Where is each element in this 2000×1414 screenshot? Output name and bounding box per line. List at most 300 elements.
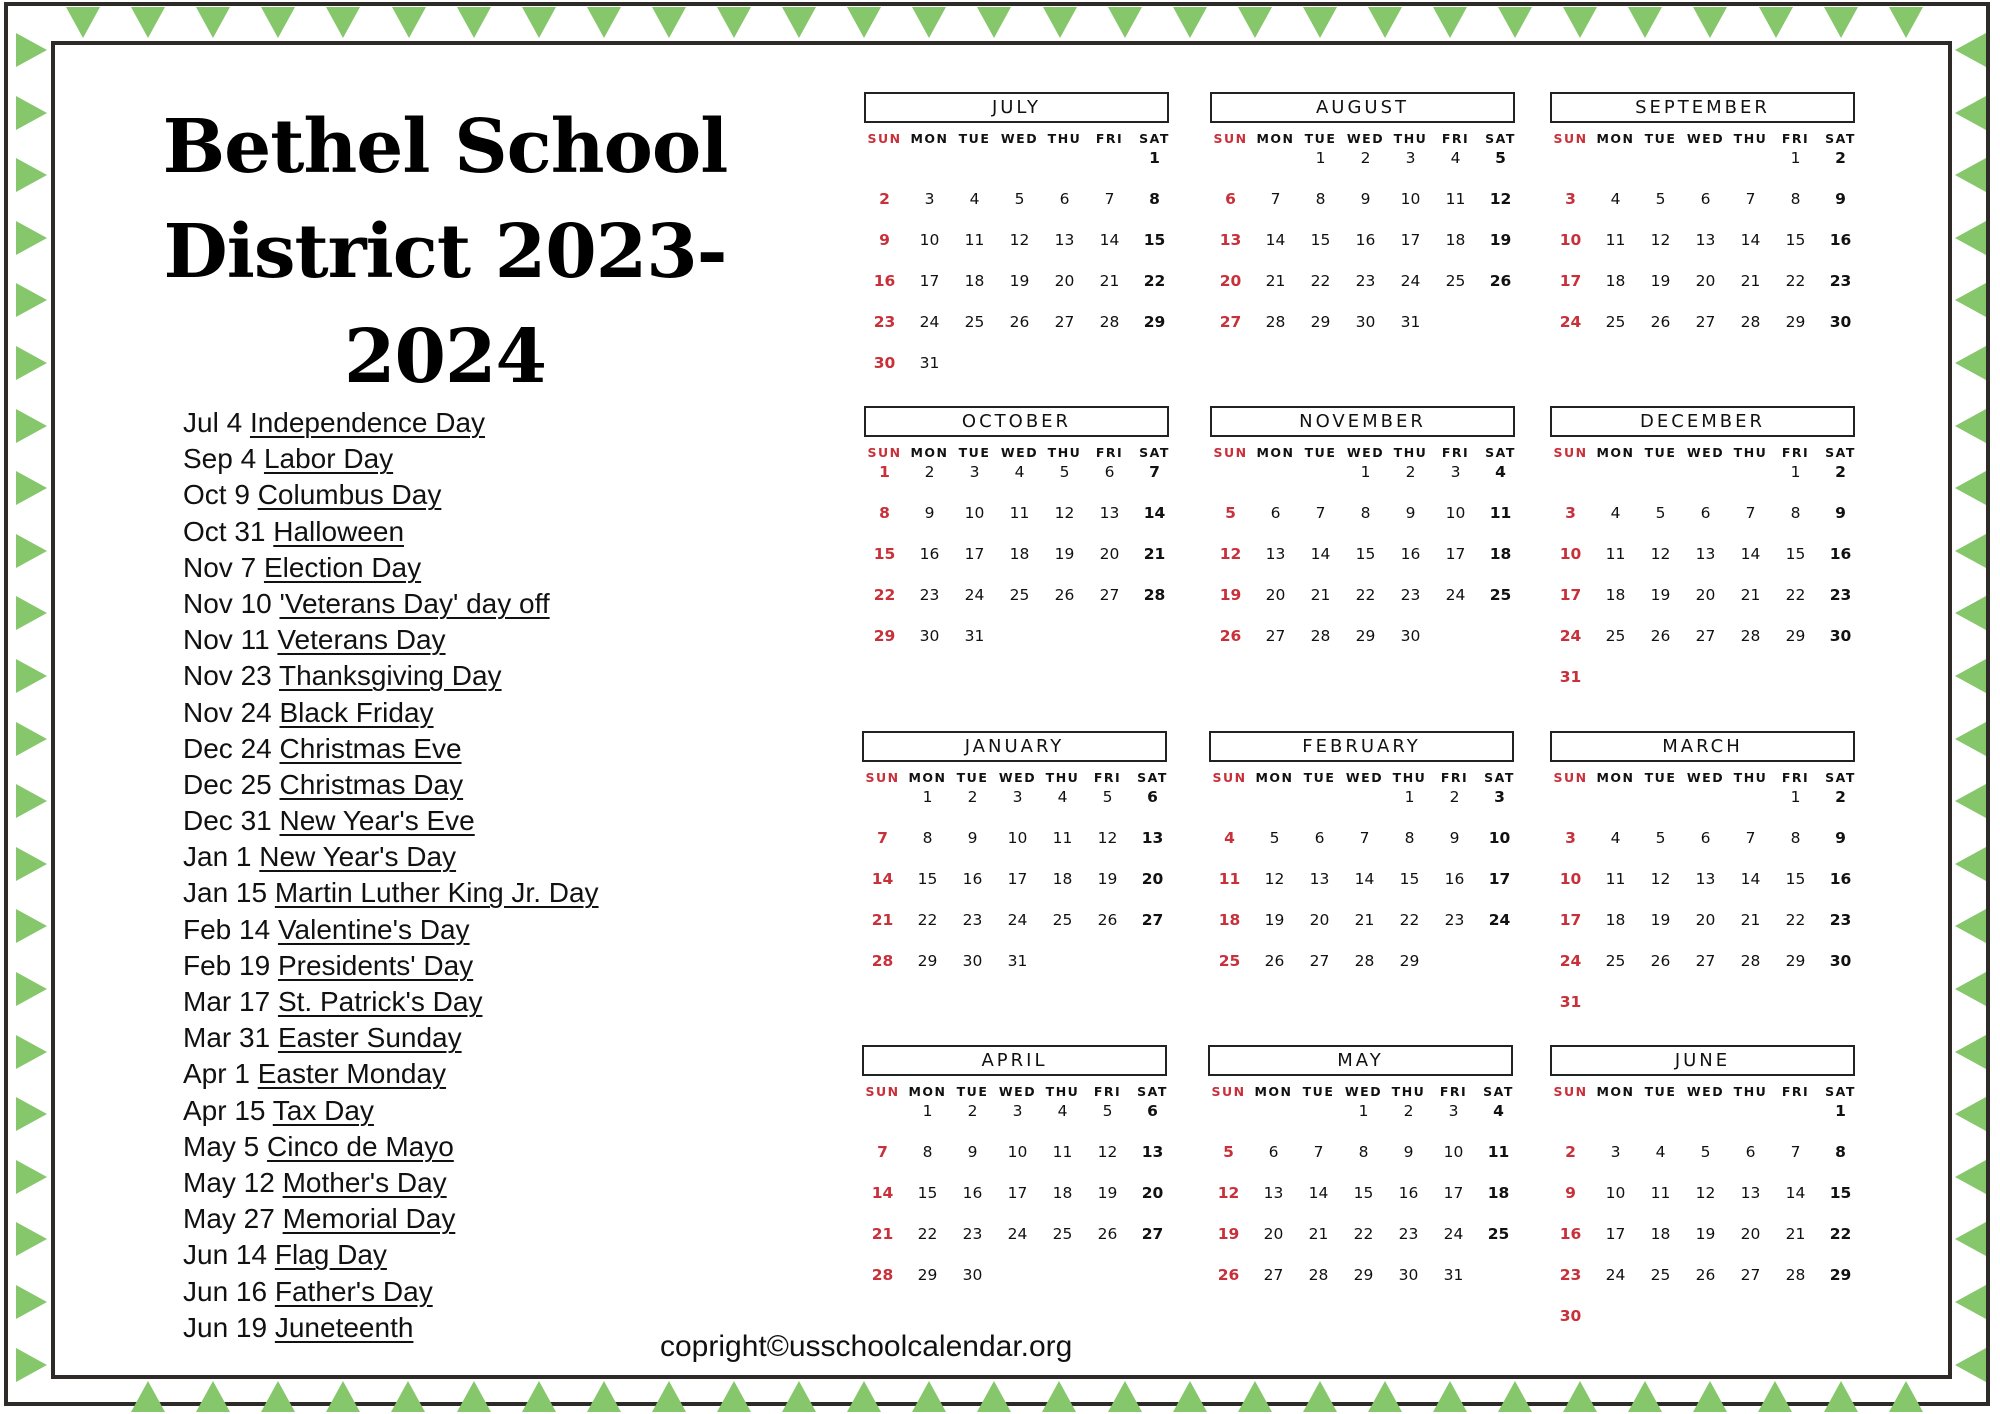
holiday-item	[183, 912, 783, 948]
day-cell: 8	[922, 1143, 933, 1161]
day-cell: 2	[879, 190, 890, 208]
day-cell: 28	[1740, 627, 1761, 645]
day-cell: 27	[1099, 586, 1120, 604]
day-cell: 9	[1403, 1143, 1414, 1161]
day-cell: 3	[1448, 1102, 1459, 1120]
day-cell: 8	[1360, 504, 1371, 522]
day-cell: 14	[1354, 870, 1375, 888]
day-cell: 1	[1404, 788, 1415, 806]
holiday-link[interactable]: Christmas Day	[279, 768, 464, 800]
triangle-icon	[1498, 7, 1532, 38]
day-cell: 22	[873, 586, 896, 604]
weekday-label: SUN	[1213, 445, 1248, 460]
day-cell: 5	[1655, 504, 1666, 522]
empty-cell	[1208, 462, 1253, 503]
holiday-link[interactable]: Valentine's Day	[277, 913, 470, 945]
weekday-label: TUE	[1644, 131, 1677, 146]
day-cell: 15	[1353, 1184, 1374, 1202]
weekday-label: WED	[1686, 770, 1725, 785]
weekday-label: THU	[1392, 770, 1427, 785]
holiday-item	[183, 948, 783, 984]
day-cell: 10	[1443, 1143, 1464, 1161]
day-cell: 26	[1217, 1266, 1240, 1284]
day-cell: 29	[873, 627, 896, 645]
holiday-link[interactable]: Thanksgiving Day	[279, 660, 502, 692]
month-title: NOVEMBER	[1210, 406, 1515, 437]
month-calendar-january	[862, 731, 1167, 992]
day-cell: 16	[1444, 870, 1465, 888]
holiday-link[interactable]: Father's Day	[274, 1275, 433, 1307]
day-cell: 13	[1695, 870, 1716, 888]
triangle-icon	[16, 221, 47, 255]
holiday-item	[183, 731, 783, 767]
holiday-item	[183, 405, 783, 441]
day-cell: 25	[964, 313, 985, 331]
weekday-header	[860, 1084, 1167, 1099]
day-cell: 20	[1695, 586, 1716, 604]
day-cell: 14	[1143, 504, 1166, 522]
triangle-icon	[1758, 1381, 1792, 1412]
empty-cell	[1683, 462, 1728, 503]
day-cell: 28	[1785, 1266, 1806, 1284]
day-cell: 31	[919, 354, 940, 372]
day-cell: 12	[1650, 231, 1671, 249]
day-cell: 18	[1218, 911, 1241, 929]
day-cell: 15	[1785, 231, 1806, 249]
month-calendar-march	[1550, 731, 1855, 1033]
holiday-item	[183, 1237, 783, 1273]
day-cell: 10	[919, 231, 940, 249]
weekday-label: MON	[1596, 445, 1635, 460]
day-cell: 30	[1398, 1266, 1419, 1284]
month-calendar-september	[1550, 92, 1855, 353]
day-cell: 26	[1219, 627, 1242, 645]
triangle-icon	[16, 1285, 47, 1319]
triangle-icon	[1108, 1381, 1142, 1412]
holiday-item	[183, 1274, 783, 1310]
triangle-icon	[1693, 1381, 1727, 1412]
day-cell: 17	[1400, 231, 1421, 249]
day-cell: 26	[1650, 313, 1671, 331]
day-cell: 22	[1785, 272, 1806, 290]
weekday-label: SAT	[1825, 770, 1856, 785]
day-cell: 23	[1829, 911, 1852, 929]
day-cell: 8	[922, 829, 933, 847]
holiday-link[interactable]: Black Friday	[279, 696, 434, 728]
empty-cell	[1683, 787, 1728, 828]
empty-cell	[860, 787, 905, 828]
day-cell: 12	[1054, 504, 1075, 522]
page-title	[145, 95, 745, 410]
day-cell: 1	[1835, 1102, 1846, 1120]
day-cell: 24	[919, 313, 940, 331]
empty-cell	[1208, 148, 1253, 189]
triangle-icon	[912, 1381, 946, 1412]
day-cell: 21	[1785, 1225, 1806, 1243]
weekday-label: SUN	[865, 1084, 900, 1099]
day-cell: 17	[1559, 272, 1582, 290]
day-cell: 6	[1700, 829, 1711, 847]
title-line-1: Bethel School	[162, 104, 728, 190]
weekday-header	[1208, 131, 1515, 146]
day-cell: 27	[1054, 313, 1075, 331]
day-cell: 17	[1445, 545, 1466, 563]
month-title: FEBRUARY	[1209, 731, 1514, 762]
day-cell: 24	[1559, 313, 1582, 331]
title-line-2: District 2023-	[163, 209, 727, 295]
holiday-link[interactable]: 'Veterans Day' day off	[279, 587, 550, 619]
day-cell: 11	[1445, 190, 1466, 208]
weekday-label: SAT	[1139, 131, 1170, 146]
day-cell: 20	[1695, 272, 1716, 290]
weekday-label: THU	[1733, 445, 1768, 460]
day-cell: 21	[1265, 272, 1286, 290]
day-cell: 2	[1360, 149, 1371, 167]
holiday-link[interactable]: Easter Sunday	[277, 1022, 462, 1054]
day-cell: 18	[1009, 545, 1030, 563]
holiday-date: Oct 31	[183, 515, 266, 547]
day-cell: 7	[1790, 1143, 1801, 1161]
day-cell: 26	[1695, 1266, 1716, 1284]
triangle-icon	[457, 1381, 491, 1412]
holiday-link[interactable]: Martin Luther King Jr. Day	[274, 877, 599, 909]
holiday-link[interactable]: New Year's Eve	[279, 805, 475, 837]
day-cell: 15	[1399, 870, 1420, 888]
weekday-label: SAT	[1139, 445, 1170, 460]
day-cell: 5	[1700, 1143, 1711, 1161]
holiday-date: Jun 19	[183, 1311, 268, 1343]
day-cell: 16	[873, 272, 896, 290]
day-cell: 31	[1559, 993, 1582, 1011]
day-cell: 18	[964, 272, 985, 290]
triangle-icon	[16, 1348, 47, 1382]
day-cell: 28	[1308, 1266, 1329, 1284]
holiday-link[interactable]: Presidents' Day	[277, 949, 474, 981]
empty-cell	[1548, 1101, 1593, 1142]
weekday-label: FRI	[1093, 770, 1122, 785]
holiday-link[interactable]: Easter Monday	[257, 1058, 447, 1090]
empty-cell	[1042, 148, 1087, 189]
day-cell: 9	[1449, 829, 1460, 847]
day-cell: 22	[1353, 1225, 1374, 1243]
triangle-icon	[587, 7, 621, 38]
day-cell: 7	[877, 1143, 888, 1161]
day-cell: 21	[871, 1225, 894, 1243]
day-cell: 10	[1400, 190, 1421, 208]
day-cell: 9	[1360, 190, 1371, 208]
day-cell: 9	[1835, 190, 1846, 208]
triangle-icon	[391, 1381, 425, 1412]
day-cell: 21	[871, 911, 894, 929]
day-cell: 11	[964, 231, 985, 249]
holiday-item	[183, 875, 783, 911]
holiday-link[interactable]: Veterans Day	[277, 624, 446, 656]
day-cell: 17	[1559, 911, 1582, 929]
empty-cell	[1638, 787, 1683, 828]
day-cell: 24	[1559, 952, 1582, 970]
day-cell: 30	[919, 627, 940, 645]
day-grid	[1548, 1101, 1855, 1347]
holiday-list	[183, 405, 783, 1346]
triangle-icon	[16, 96, 47, 130]
empty-cell	[1253, 148, 1298, 189]
day-cell: 17	[1007, 870, 1028, 888]
holiday-link[interactable]: Mother's Day	[282, 1166, 447, 1198]
day-cell: 30	[873, 354, 896, 372]
day-cell: 25	[1605, 313, 1626, 331]
holiday-link[interactable]: Memorial Day	[282, 1203, 456, 1235]
triangle-icon	[1955, 471, 1986, 505]
holiday-link[interactable]: Juneteenth	[274, 1311, 414, 1343]
day-cell: 25	[1445, 272, 1466, 290]
day-cell: 15	[917, 870, 938, 888]
day-cell: 4	[1610, 504, 1621, 522]
day-cell: 7	[877, 829, 888, 847]
weekday-header	[1208, 445, 1515, 460]
day-cell: 15	[1785, 545, 1806, 563]
empty-cell	[1638, 462, 1683, 503]
day-cell: 21	[1308, 1225, 1329, 1243]
weekday-header	[862, 445, 1169, 460]
day-cell: 26	[1097, 911, 1118, 929]
month-calendar-december	[1550, 406, 1855, 708]
empty-cell	[1253, 462, 1298, 503]
day-cell: 26	[1264, 952, 1285, 970]
triangle-icon	[1433, 1381, 1467, 1412]
empty-cell	[1683, 1101, 1728, 1142]
day-cell: 16	[1829, 870, 1852, 888]
triangle-icon	[1955, 96, 1986, 130]
weekday-header	[1548, 131, 1855, 146]
day-cell: 6	[1700, 190, 1711, 208]
holiday-link[interactable]: Halloween	[273, 515, 405, 547]
day-cell: 16	[962, 870, 983, 888]
empty-cell	[1728, 148, 1773, 189]
day-cell: 1	[1149, 149, 1160, 167]
day-cell: 27	[1309, 952, 1330, 970]
day-cell: 12	[1097, 829, 1118, 847]
holiday-link[interactable]: Flag Day	[274, 1239, 387, 1271]
weekday-label: TUE	[1303, 770, 1336, 785]
weekday-header	[1548, 445, 1855, 460]
day-cell: 19	[1489, 231, 1512, 249]
day-cell: 9	[967, 1143, 978, 1161]
weekday-label: FRI	[1781, 445, 1810, 460]
holiday-link[interactable]: St. Patrick's Day	[277, 986, 483, 1017]
triangle-icon	[1955, 972, 1986, 1006]
day-cell: 30	[1559, 1307, 1582, 1325]
empty-cell	[1728, 787, 1773, 828]
weekday-label: TUE	[1644, 445, 1677, 460]
day-cell: 17	[919, 272, 940, 290]
day-cell: 29	[1785, 313, 1806, 331]
holiday-date: May 12	[183, 1166, 275, 1198]
day-cell: 27	[1695, 627, 1716, 645]
day-cell: 13	[1263, 1184, 1284, 1202]
day-cell: 14	[871, 1184, 894, 1202]
day-cell: 23	[1829, 272, 1852, 290]
holiday-link[interactable]: Cinco de Mayo	[267, 1130, 454, 1162]
day-cell: 25	[1650, 1266, 1671, 1284]
day-cell: 5	[1102, 788, 1113, 806]
triangle-icon	[1628, 1381, 1662, 1412]
triangle-icon	[131, 1381, 165, 1412]
day-cell: 24	[964, 586, 985, 604]
day-grid	[862, 462, 1169, 667]
day-cell: 25	[1487, 1225, 1510, 1243]
day-cell: 20	[1740, 1225, 1761, 1243]
day-cell: 27	[1740, 1266, 1761, 1284]
day-cell: 1	[1790, 788, 1801, 806]
day-cell: 9	[1565, 1184, 1576, 1202]
day-cell: 31	[1443, 1266, 1464, 1284]
day-cell: 19	[1217, 1225, 1240, 1243]
holiday-item	[183, 658, 783, 694]
day-cell: 14	[871, 870, 894, 888]
triangle-icon	[1824, 1381, 1858, 1412]
triangle-icon	[1955, 283, 1986, 317]
weekday-label: TUE	[1644, 1084, 1677, 1099]
day-cell: 22	[1829, 1225, 1852, 1243]
empty-cell	[862, 148, 907, 189]
day-cell: 18	[1052, 1184, 1073, 1202]
weekday-label: MON	[910, 445, 949, 460]
day-cell: 24	[1605, 1266, 1626, 1284]
empty-cell	[1206, 1101, 1251, 1142]
day-cell: 17	[1007, 1184, 1028, 1202]
day-cell: 22	[917, 911, 938, 929]
weekday-label: THU	[1393, 445, 1428, 460]
holiday-item	[183, 622, 783, 658]
weekday-label: WED	[1344, 1084, 1383, 1099]
holiday-date: Nov 23	[183, 660, 272, 692]
holiday-link[interactable]: Tax Day	[272, 1094, 374, 1126]
triangle-icon	[261, 1381, 295, 1412]
triangle-icon	[1563, 7, 1597, 38]
empty-cell	[1548, 787, 1593, 828]
day-cell: 23	[1355, 272, 1376, 290]
day-cell: 13	[1309, 870, 1330, 888]
day-cell: 11	[1052, 829, 1073, 847]
day-cell: 19	[1054, 545, 1075, 563]
day-cell: 29	[1353, 1266, 1374, 1284]
day-cell: 31	[964, 627, 985, 645]
day-grid	[1207, 787, 1514, 992]
holiday-date: Dec 31	[183, 805, 272, 837]
holiday-date: Jun 14	[183, 1239, 268, 1271]
day-cell: 3	[1405, 149, 1416, 167]
day-cell: 4	[1450, 149, 1461, 167]
triangle-icon	[326, 1381, 360, 1412]
month-calendar-february	[1209, 731, 1514, 992]
holiday-link[interactable]: Election Day	[263, 551, 422, 583]
weekday-label: FRI	[1095, 131, 1124, 146]
empty-cell	[1207, 787, 1252, 828]
day-grid	[1208, 462, 1515, 667]
empty-cell	[1593, 462, 1638, 503]
day-cell: 12	[1009, 231, 1030, 249]
day-cell: 12	[1489, 190, 1512, 208]
day-cell: 11	[1489, 504, 1512, 522]
day-cell: 14	[1740, 870, 1761, 888]
weekday-label: FRI	[1095, 445, 1124, 460]
holiday-item	[183, 550, 783, 586]
day-cell: 18	[1489, 545, 1512, 563]
holiday-date: May 5	[183, 1130, 260, 1162]
day-cell: 6	[1059, 190, 1070, 208]
day-cell: 25	[1489, 586, 1512, 604]
day-cell: 5	[1655, 829, 1666, 847]
day-cell: 20	[1054, 272, 1075, 290]
day-cell: 9	[1835, 829, 1846, 847]
holiday-link[interactable]: Christmas Eve	[279, 732, 462, 764]
triangle-icon	[1368, 1381, 1402, 1412]
weekday-label: MON	[1255, 770, 1294, 785]
weekday-label: MON	[1254, 1084, 1293, 1099]
triangle-icon	[1043, 7, 1077, 38]
weekday-label: THU	[1047, 445, 1082, 460]
holiday-link[interactable]: Columbus Day	[257, 479, 442, 511]
weekday-header	[1548, 1084, 1855, 1099]
day-cell: 23	[919, 586, 940, 604]
day-cell: 13	[1695, 231, 1716, 249]
day-cell: 15	[1355, 545, 1376, 563]
triangle-icon	[1498, 1381, 1532, 1412]
holiday-item	[183, 1056, 783, 1092]
day-cell: 13	[1265, 545, 1286, 563]
day-cell: 29	[1143, 313, 1166, 331]
day-cell: 30	[962, 952, 983, 970]
weekday-label: THU	[1733, 131, 1768, 146]
day-cell: 13	[1695, 545, 1716, 563]
day-cell: 10	[1488, 829, 1511, 847]
weekday-label: THU	[1045, 1084, 1080, 1099]
day-cell: 19	[1009, 272, 1030, 290]
day-cell: 18	[1605, 586, 1626, 604]
triangle-icon	[717, 1381, 751, 1412]
day-cell: 16	[1398, 1184, 1419, 1202]
month-title: AUGUST	[1210, 92, 1515, 123]
holiday-link[interactable]: New Year's Day	[259, 841, 457, 873]
weekday-label: FRI	[1440, 770, 1469, 785]
month-title: OCTOBER	[864, 406, 1169, 437]
day-cell: 19	[1219, 586, 1242, 604]
day-cell: 10	[1605, 1184, 1626, 1202]
triangle-icon	[66, 7, 100, 38]
holiday-date: Jan 15	[183, 877, 268, 909]
holiday-date: Mar 17	[183, 986, 271, 1017]
triangle-icon	[977, 1381, 1011, 1412]
day-cell: 2	[1405, 463, 1416, 481]
day-cell: 21	[1354, 911, 1375, 929]
empty-cell	[1593, 148, 1638, 189]
empty-cell	[1593, 787, 1638, 828]
day-cell: 16	[1400, 545, 1421, 563]
triangle-icon	[522, 7, 556, 38]
month-calendar-october	[864, 406, 1169, 667]
triangle-icon	[326, 7, 360, 38]
day-cell: 6	[1147, 788, 1158, 806]
holiday-item	[183, 1129, 783, 1165]
day-cell: 4	[1014, 463, 1025, 481]
weekday-label: FRI	[1781, 770, 1810, 785]
holiday-date: Feb 14	[183, 913, 271, 945]
holiday-date: Jan 1	[183, 841, 252, 873]
holiday-link[interactable]: Labor Day	[263, 443, 394, 475]
day-cell: 6	[1270, 504, 1281, 522]
holiday-link[interactable]: Independence Day	[249, 407, 486, 438]
weekday-label: TUE	[958, 445, 991, 460]
